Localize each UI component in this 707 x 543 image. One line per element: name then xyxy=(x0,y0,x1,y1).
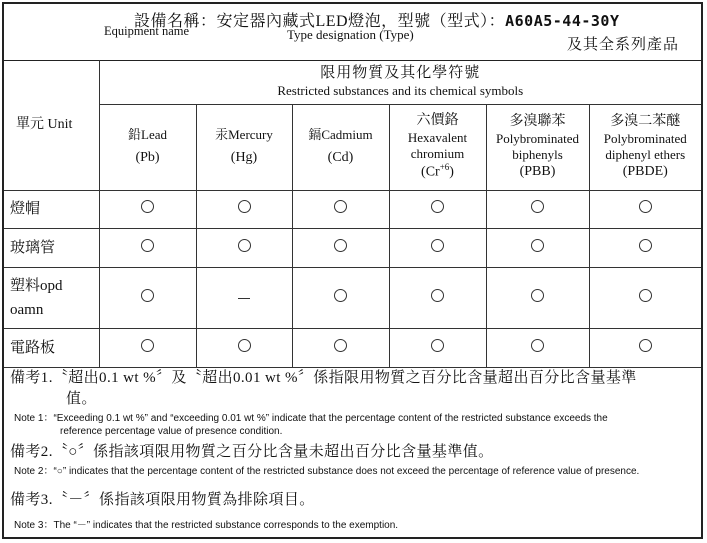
circle-mark-icon xyxy=(334,289,347,302)
cell-plastic-pb xyxy=(99,267,196,328)
cell-lamp-cap-pb xyxy=(99,190,196,228)
cell-glass-tube-cr6 xyxy=(389,228,486,267)
chromium-valence: +6 xyxy=(439,162,450,173)
col-header-mercury xyxy=(196,104,292,190)
series-products: 及其全系列產品 xyxy=(566,37,679,53)
restricted-substances-table xyxy=(4,60,701,368)
table-row xyxy=(4,267,701,328)
circle-mark-icon xyxy=(334,200,347,213)
circle-mark-icon xyxy=(141,239,154,252)
cell-glass-tube-pb xyxy=(99,228,196,267)
row-label-plastic-a: 塑料opd xyxy=(10,277,63,294)
note3-en: Note 3：The “－” indicates that the restricted substance corresponds to the exemption. xyxy=(14,520,399,531)
unit-label: 單元 Unit xyxy=(16,117,73,132)
col-mercury-name: 汞Mercury xyxy=(215,127,273,143)
col-lead-symbol: (Pb) xyxy=(135,150,160,166)
chromium-symbol-end: ) xyxy=(449,165,454,181)
col-lead-name: 鉛Lead xyxy=(128,127,167,143)
cell-plastic-hg xyxy=(196,267,292,328)
col-mercury-symbol: (Hg) xyxy=(230,150,258,166)
col-pbde-en2: diphenyl ethers xyxy=(605,147,686,162)
circle-mark-icon xyxy=(238,200,251,213)
cell-plastic-cd xyxy=(292,267,389,328)
note1-zh xyxy=(10,366,700,408)
document-header xyxy=(4,4,701,61)
equipment-name-zh: 設備名稱：安定器內藏式LED燈泡，型號（型式）： xyxy=(134,13,506,30)
cell-circuit-board-cr6 xyxy=(389,328,486,367)
circle-mark-icon xyxy=(238,339,251,352)
col-chromium-zh: 六價鉻 xyxy=(416,113,459,129)
circle-mark-icon xyxy=(639,200,652,213)
note2-zh: 備考2.〝○〞係指該項限用物質之百分比含量未超出百分比含量基準值。 xyxy=(10,444,494,460)
cell-circuit-board-pbde xyxy=(589,328,701,367)
col-pbde-symbol: (PBDE) xyxy=(622,164,668,180)
table-row xyxy=(4,228,701,267)
col-pbb-en1: Polybrominated xyxy=(495,130,580,146)
cell-glass-tube-pbde xyxy=(589,228,701,267)
cell-glass-tube-pbb xyxy=(486,228,589,267)
model-code: A60A5-44-30Y xyxy=(505,12,620,30)
col-chromium-en2: chromium xyxy=(410,146,465,162)
col-chromium-symbol xyxy=(390,162,486,181)
group-title-en: Restricted substances and its chemical symbols xyxy=(277,83,524,98)
cell-circuit-board-pbb xyxy=(486,328,589,367)
row-label-circuit-board: 電路板 xyxy=(4,328,99,367)
cell-glass-tube-cd xyxy=(292,228,389,267)
circle-mark-icon xyxy=(141,200,154,213)
circle-mark-icon xyxy=(431,200,444,213)
cell-circuit-board-cd xyxy=(292,328,389,367)
table-row xyxy=(4,190,701,228)
note1-zh-line1: 備考1.〝超出0.1 wt %〞及〝超出0.01 wt %〞係指限用物質之百分比含量超出百分比含量基準 xyxy=(10,370,637,386)
cell-lamp-cap-hg xyxy=(196,190,292,228)
note1-zh-line2: 值。 xyxy=(66,391,97,407)
circle-mark-icon xyxy=(334,239,347,252)
row-label-plastic-b: oamn xyxy=(10,301,44,318)
type-designation-en: Type designation (Type) xyxy=(287,27,414,42)
col-pbde-en1: Polybrominated xyxy=(603,130,687,146)
circle-mark-icon xyxy=(639,289,652,302)
note1-en xyxy=(10,412,700,438)
col-header-cadmium xyxy=(292,104,389,190)
equipment-name-en: Equipment name xyxy=(104,24,190,38)
group-title-zh: 限用物質及其化學符號 xyxy=(320,65,481,82)
circle-mark-icon xyxy=(531,339,544,352)
row-label-glass-tube: 玻璃管 xyxy=(4,228,99,267)
row-label-plastic xyxy=(4,267,99,328)
circle-mark-icon xyxy=(531,200,544,213)
note1-en-line2: reference percentage value of presence condition. xyxy=(60,426,283,437)
cell-lamp-cap-pbde xyxy=(589,190,701,228)
cell-lamp-cap-cr6 xyxy=(389,190,486,228)
cell-lamp-cap-pbb xyxy=(486,190,589,228)
note2-en: Note 2：“○” indicates that the percentage content of the restricted substance does not exceed the percentage of reference value of presence. xyxy=(14,466,640,477)
circle-mark-icon xyxy=(141,339,154,352)
col-header-pbde xyxy=(589,104,701,190)
col-pbb-zh: 多溴聯苯 xyxy=(509,114,566,130)
cell-plastic-pbde xyxy=(589,267,701,328)
col-pbde-zh: 多溴二苯醚 xyxy=(610,114,681,130)
col-header-chromium xyxy=(389,104,486,190)
circle-mark-icon xyxy=(639,239,652,252)
cell-circuit-board-pb xyxy=(99,328,196,367)
table-row xyxy=(4,328,701,367)
circle-mark-icon xyxy=(238,239,251,252)
col-cadmium-symbol: (Cd) xyxy=(327,150,354,166)
cell-lamp-cap-cd xyxy=(292,190,389,228)
cell-glass-tube-hg xyxy=(196,228,292,267)
circle-mark-icon xyxy=(431,239,444,252)
dash-mark-icon xyxy=(238,298,250,300)
circle-mark-icon xyxy=(531,289,544,302)
col-pbb-symbol: (PBB) xyxy=(519,164,556,180)
cell-circuit-board-hg xyxy=(196,328,292,367)
chromium-symbol: (Cr xyxy=(421,165,440,181)
circle-mark-icon xyxy=(431,339,444,352)
circle-mark-icon xyxy=(639,339,652,352)
declaration-frame xyxy=(2,2,703,539)
col-pbb-en2: biphenyls xyxy=(512,147,563,162)
col-header-pbb xyxy=(486,104,589,190)
circle-mark-icon xyxy=(334,339,347,352)
notes-section xyxy=(10,366,700,532)
col-chromium-en1: Hexavalent xyxy=(407,129,468,145)
cell-plastic-pbb xyxy=(486,267,589,328)
circle-mark-icon xyxy=(431,289,444,302)
cell-plastic-cr6 xyxy=(389,267,486,328)
row-label-lamp-cap: 燈帽 xyxy=(4,190,99,228)
circle-mark-icon xyxy=(141,289,154,302)
note1-en-line1: Note 1：“Exceeding 0.1 wt %” and “exceeding 0.01 wt %” indicate that the percentage content of the restricted substance exceeds the xyxy=(14,413,608,424)
substances-group-header xyxy=(99,60,701,104)
col-cadmium-name: 鎘Cadmium xyxy=(308,127,373,143)
col-header-lead xyxy=(99,104,196,190)
circle-mark-icon xyxy=(531,239,544,252)
note3-zh: 備考3.〝－〞係指該項限用物質為排除項目。 xyxy=(10,492,315,508)
unit-header-cell xyxy=(4,60,99,190)
